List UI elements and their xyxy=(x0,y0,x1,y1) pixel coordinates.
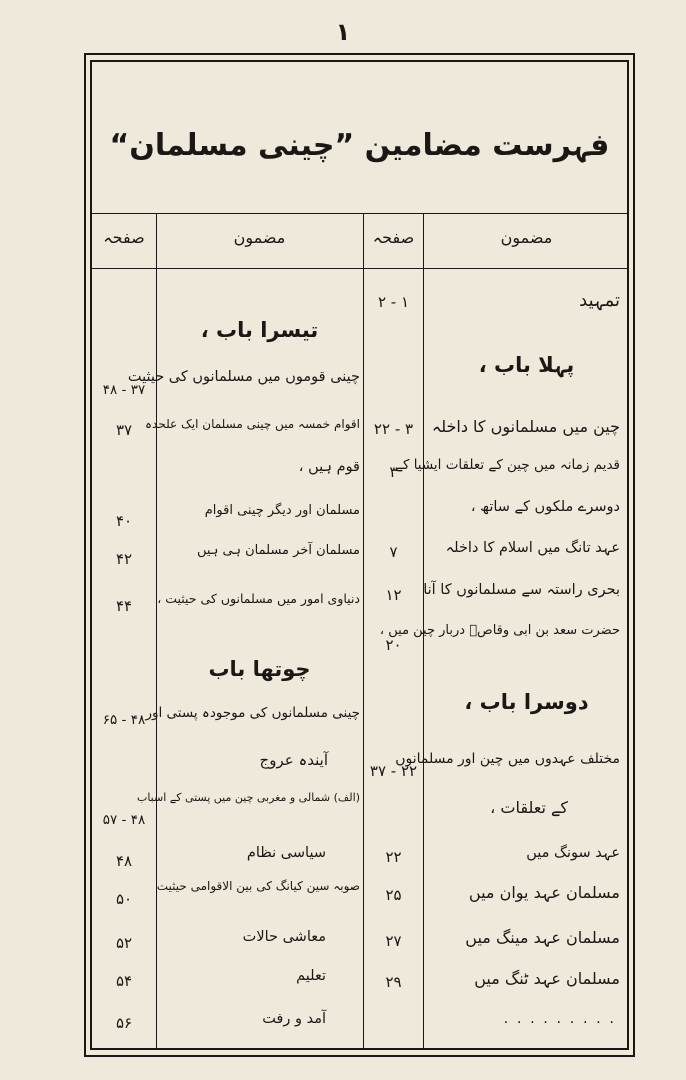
header-subject-right: مضمون xyxy=(500,228,553,247)
chapter-4-heading: چوتھا باب xyxy=(208,657,311,681)
page-number: ۱ xyxy=(335,18,351,46)
c4-entry-1-page: ۴۸ - ۶۵ xyxy=(102,712,146,728)
c3-entry-3: مسلمان اور دیگر چینی اقوام xyxy=(204,503,360,518)
c4-entry-5-page: ۵۲ xyxy=(115,934,133,952)
c3-entry-1-page: ۳۷ - ۴۸ xyxy=(102,382,146,398)
c4-entry-7: آمد و رفت xyxy=(262,1011,326,1027)
c1-entry-1-page: ۳ - ۲۲ xyxy=(373,420,414,438)
chapter-1-heading: پہلا باب ، xyxy=(478,353,575,377)
c4-entry-7-page: ۵۶ xyxy=(115,1014,133,1032)
header-bottom-rule xyxy=(92,268,627,269)
c3-entry-3-page: ۴۰ xyxy=(115,512,133,530)
c1-entry-2b: دوسرے ملکوں کے ساتھ ، xyxy=(470,499,620,515)
c2-entry-2-page: ۲۲ xyxy=(385,848,402,866)
c2-entry-4-page: ۲۷ xyxy=(385,932,402,950)
c4-entry-6-page: ۵۴ xyxy=(115,972,133,990)
page-title: فہرست مضامین ”چینی مسلمان“ xyxy=(109,128,610,163)
c4-entry-2-page: ۴۸ - ۵۷ xyxy=(102,812,146,828)
c2-entry-5: مسلمان عہد ٹنگ میں xyxy=(474,969,620,988)
c1-entry-5: حضرت سعد بن ابی وقاصؓ دربار چین میں ، xyxy=(379,623,620,638)
c4-entry-4-page: ۵۰ xyxy=(115,890,133,908)
c2-entry-3-page: ۲۵ xyxy=(385,886,402,904)
c1-entry-3-page: ۷ xyxy=(389,543,398,561)
c2-entry-3: مسلمان عہد یوان میں xyxy=(468,883,620,902)
c4-entry-5: معاشی حالات xyxy=(242,929,326,945)
c1-entry-4-page: ۱۲ xyxy=(385,586,402,604)
c4-entry-3-page: ۴۸ xyxy=(115,852,133,870)
c1-entry-2a: قدیم زمانہ میں چین کے تعلقات ایشیا کے xyxy=(395,457,620,473)
c4-entry-1b: آیندہ عروج xyxy=(259,751,328,769)
dots-row: . . . . . . . . . xyxy=(503,1011,616,1027)
c4-entry-3: سیاسی نظام xyxy=(246,845,326,861)
c3-entry-2a: اقوام خمسہ میں چینی مسلمان ایک علحدہ xyxy=(145,417,360,431)
c1-entry-4: بحری راستہ سے مسلمانوں کا آنا xyxy=(423,582,620,598)
c3-entry-2b: قوم ہیں ، xyxy=(298,459,360,475)
c4-entry-2: (الف) شمالی و مغربی چین میں پستی کے اسباب xyxy=(136,791,360,804)
c1-entry-5-page: ۲۰ xyxy=(385,636,402,654)
c3-entry-1: چینی قوموں میں مسلمانوں کی حیثیت xyxy=(127,369,360,385)
intro-page: ۱ - ۲ xyxy=(377,293,410,311)
c2-entry-5-page: ۲۹ xyxy=(385,973,402,991)
c3-entry-4: مسلمان آخر مسلمان ہی ہیں xyxy=(196,543,360,558)
c1-entry-3: عہد تانگ میں اسلام کا داخلہ xyxy=(445,540,620,556)
c1-entry-2-page: ۳ xyxy=(389,463,398,481)
c2-entry-1b: کے تعلقات ، xyxy=(490,798,568,817)
c3-entry-2-page: ۳۷ xyxy=(115,421,133,439)
chapter-3-heading: تیسرا باب ، xyxy=(200,318,319,342)
header-subject-left: مضمون xyxy=(233,228,286,247)
c4-entry-4: صوبہ سین کیانگ کی بین الاقوامی حیثیت xyxy=(156,879,360,893)
intro-subject: تمہید xyxy=(579,290,620,311)
c2-entry-2: عہد سونگ میں xyxy=(526,845,620,861)
c1-entry-1: چین میں مسلمانوں کا داخلہ xyxy=(431,417,620,436)
c4-entry-1a: چینی مسلمانوں کی موجودہ پستی اور xyxy=(145,705,360,721)
c2-entry-4: مسلمان عہد مینگ میں xyxy=(465,928,620,947)
c2-entry-1-page: ۲۲ - ۳۷ xyxy=(369,762,418,780)
c3-entry-5: دنیاوی امور میں مسلمانوں کی حیثیت ، xyxy=(157,591,360,606)
header-top-rule xyxy=(92,213,627,214)
c3-entry-5-page: ۴۴ xyxy=(115,597,133,615)
column-divider-center xyxy=(363,214,364,1048)
chapter-2-heading: دوسرا باب ، xyxy=(464,690,589,714)
c4-entry-6: تعلیم xyxy=(296,968,326,984)
c3-entry-4-page: ۴۲ xyxy=(115,550,133,568)
header-page-right: صفحہ xyxy=(372,228,415,247)
c2-entry-1a: مختلف عہدوں میں چین اور مسلمانوں xyxy=(395,751,620,767)
header-page-left: صفحہ xyxy=(103,228,145,247)
